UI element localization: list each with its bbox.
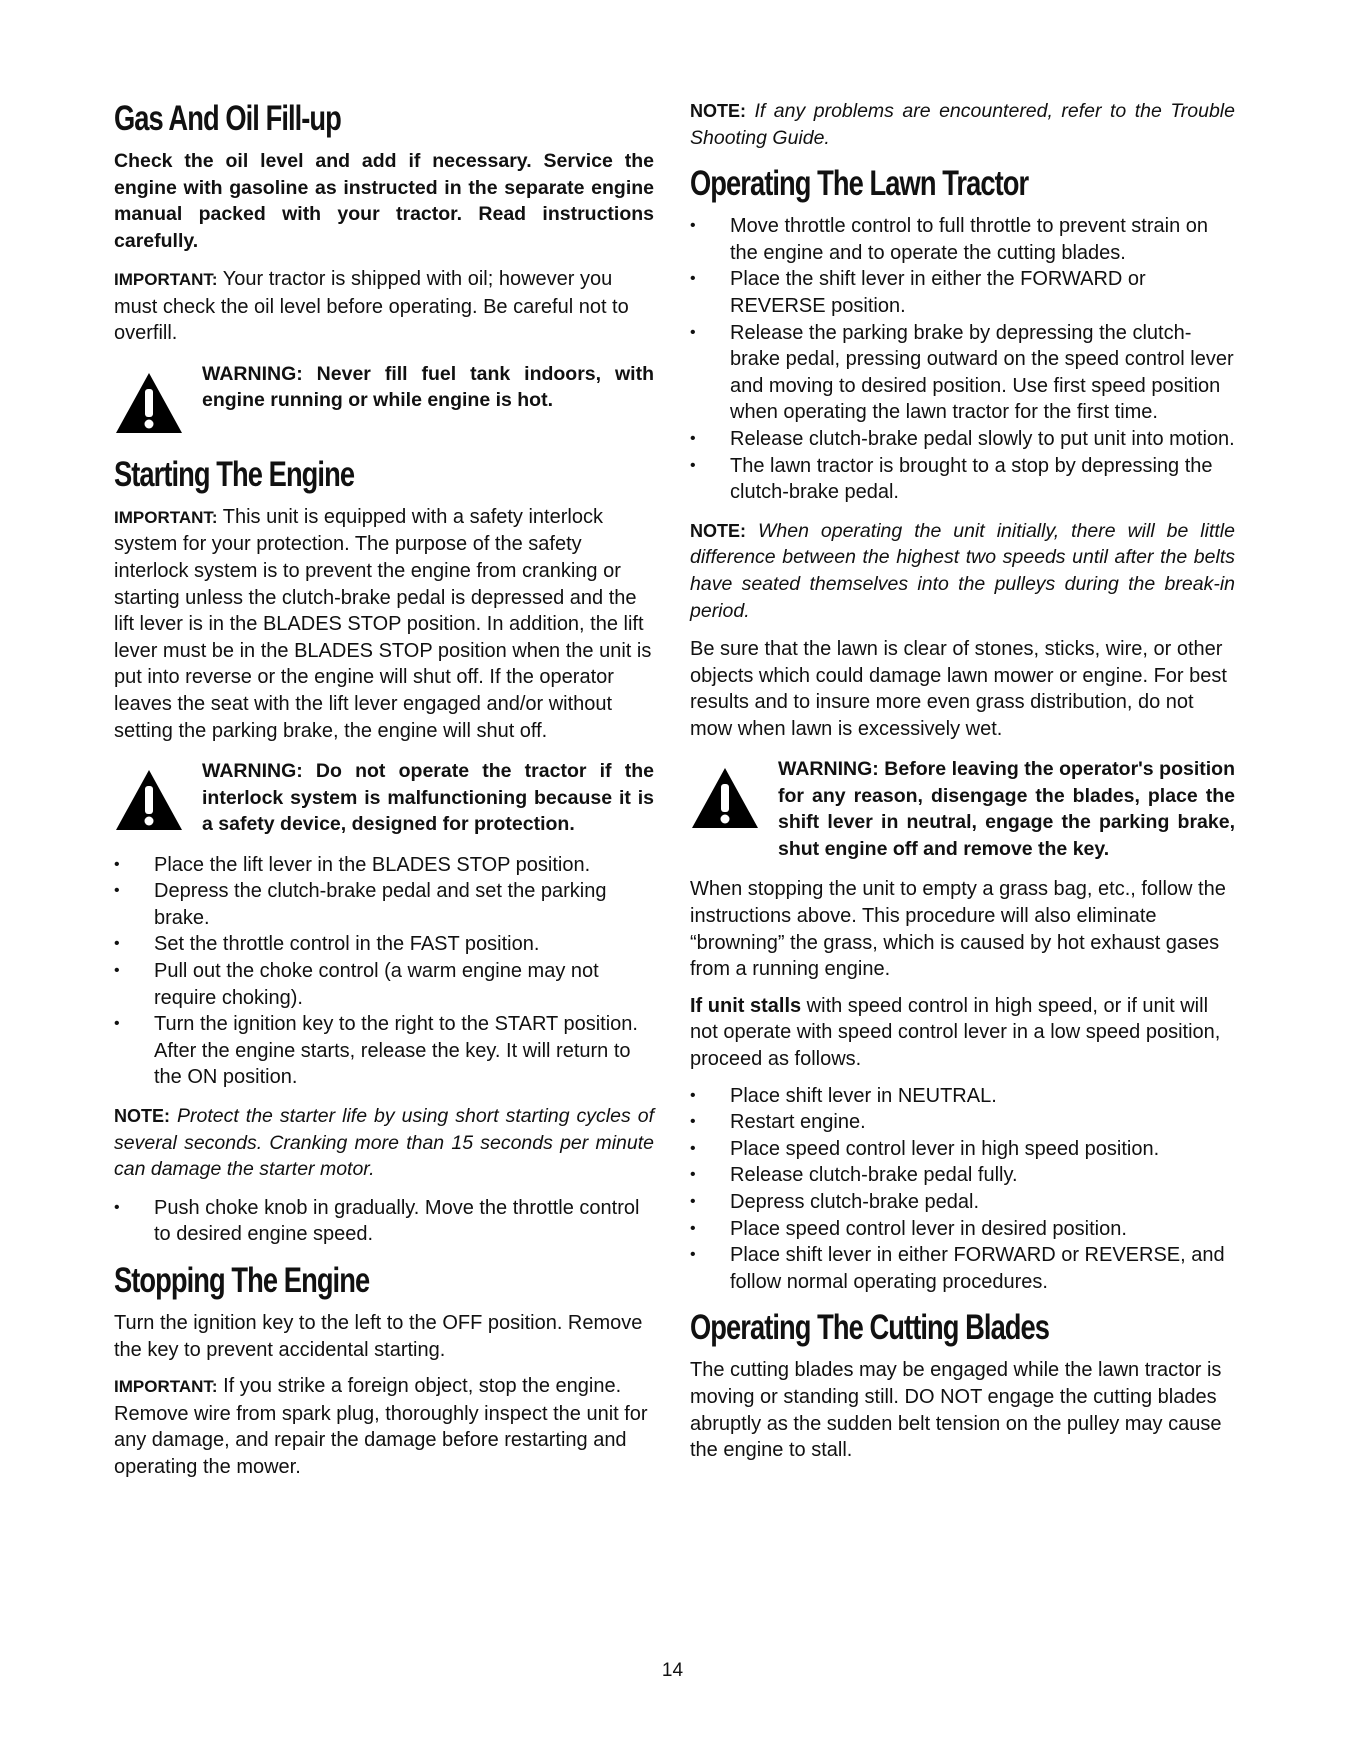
note-text: Protect the starter life by using short starting cycles of several seconds. Cranking more than 15 seconds per minute can damage the starter motor.: [114, 1104, 654, 1181]
note-text: When operating the unit initially, there will be little difference between the highest two speeds until after the belts have seated themselves into the pulleys during the break-in period.: [690, 519, 1235, 622]
list-item: • Place shift lever in NEUTRAL.: [690, 1083, 1235, 1110]
right-column: [690, 98, 1235, 1474]
list-item: • Place speed control lever in desired position.: [690, 1216, 1235, 1243]
starter-note: [114, 1103, 654, 1183]
list-item: • Place the lift lever in the BLADES STOP position.: [114, 852, 654, 879]
stopping-important: [114, 1373, 654, 1480]
warning-triangle-icon: [114, 768, 202, 837]
list-item: • Place shift lever in either FORWARD or REVERSE, and follow normal operating procedures.: [690, 1242, 1235, 1295]
warning-fuel-text: WARNING: Never fill fuel tank indoors, with engine running or while engine is hot.: [202, 362, 654, 412]
left-column: [114, 98, 654, 1491]
operating-steps-list: [690, 213, 1235, 506]
warning-interlock-text: WARNING: Do not operate the tractor if the interlock system is malfunctioning because it is a safety device, designed for protection.: [202, 760, 654, 836]
gas-oil-important: [114, 266, 654, 347]
important-text: Your tractor is shipped with oil; however you must check the oil level before operating. Be careful not to overfill.: [114, 268, 629, 345]
choke-step-list: [114, 1195, 654, 1248]
list-item: • Release clutch-brake pedal slowly to put unit into motion.: [690, 426, 1235, 453]
note-label: NOTE:: [690, 520, 746, 541]
stopping-engine-heading: Stopping The Engine: [114, 1260, 370, 1300]
important-label: IMPORTANT:: [114, 507, 218, 527]
list-item: • Turn the ignition key to the right to the START position. After the engine starts, release the key. It will return to the ON position.: [114, 1011, 654, 1091]
list-item: • Push choke knob in gradually. Move the throttle control to desired engine speed.: [114, 1195, 654, 1248]
operating-blades-heading: Operating The Cutting Blades: [690, 1308, 1050, 1348]
warning-fuel: [114, 361, 654, 440]
list-item: • Set the throttle control in the FAST position.: [114, 931, 654, 958]
operating-tractor-heading: Operating The Lawn Tractor: [690, 164, 1029, 204]
list-item: • Move throttle control to full throttle to prevent strain on the engine and to operate the cutting blades.: [690, 213, 1235, 266]
list-item: • Pull out the choke control (a warm engine may not require choking).: [114, 958, 654, 1011]
break-in-note: [690, 518, 1235, 624]
important-text: This unit is equipped with a safety interlock system for your protection. The purpose of the safety interlock system is to prevent the engine from cranking or starting unless the clutch-brake pedal is depressed and the lift lever is in the BLADES STOP position. In addition, the lift lever must be in the BLADES STOP position when the unit is put into reverse or the engine will shut off. If the operator leaves the seat with the lift lever engaged and/or without setting the parking brake, the engine will shut off.: [114, 505, 652, 742]
gas-oil-lead: Check the oil level and add if necessary. Service the engine with gasoline as instructed in the separate engine manual packed with your tractor. Read instructions carefully.: [114, 150, 654, 252]
stalls-label: If unit stalls: [690, 994, 802, 1017]
unit-stalls-text: [690, 993, 1235, 1073]
lawn-clear-text: Be sure that the lawn is clear of stones, sticks, wire, or other objects which could damage lawn mower or engine. For best results and to insure more even grass distribution, do not mow when lawn is excessively wet.: [690, 638, 1227, 740]
list-item: • Release the parking brake by depressing the clutch-brake pedal, pressing outward on the speed control lever and moving to desired position. Use first speed position when operating the lawn tractor for the first time.: [690, 320, 1235, 426]
note-label: NOTE:: [690, 101, 746, 121]
list-item: • Depress clutch-brake pedal.: [690, 1189, 1235, 1216]
warning-leaving-seat-text: WARNING: Before leaving the operator's position for any reason, disengage the blades, place the shift lever in neutral, engage the parking brake, shut engine off and remove the key.: [778, 758, 1235, 860]
note-text: If any problems are encountered, refer to the Trouble Shooting Guide.: [690, 100, 1235, 149]
list-item: • Depress the clutch-brake pedal and set the parking brake.: [114, 878, 654, 931]
page-number: 14: [661, 1660, 684, 1681]
stall-steps-list: [690, 1083, 1235, 1296]
important-text: If you strike a foreign object, stop the engine. Remove wire from spark plug, thoroughly inspect the unit for any damage, and repair the damage before restarting and operating the mower.: [114, 1375, 648, 1478]
list-item: • Release clutch-brake pedal fully.: [690, 1162, 1235, 1189]
important-label: IMPORTANT:: [114, 270, 218, 289]
warning-triangle-icon: [690, 766, 778, 835]
trouble-note: [690, 98, 1235, 151]
warning-interlock: [114, 758, 654, 838]
starting-steps-list: [114, 852, 654, 1091]
warning-leaving-seat: [690, 756, 1235, 862]
starting-important: [114, 504, 654, 744]
gas-oil-heading: Gas And Oil Fill-up: [114, 99, 341, 138]
blades-text: The cutting blades may be engaged while the lawn tractor is moving or standing still. DO NOT engage the cutting blades abruptly as the sudden belt tension on the pulley may cause the engine to stall.: [690, 1359, 1222, 1462]
list-item: • Place the shift lever in either the FORWARD or REVERSE position.: [690, 266, 1235, 319]
list-item: • Restart engine.: [690, 1109, 1235, 1136]
important-label: IMPORTANT:: [114, 1377, 218, 1397]
stopping-text: Turn the ignition key to the left to the OFF position. Remove the key to prevent accidental starting.: [114, 1311, 643, 1361]
list-item: • Place speed control lever in high speed position.: [690, 1136, 1235, 1163]
stalls-text: with speed control in high speed, or if unit will not operate with speed control lever in a low speed position, proceed as follows.: [690, 994, 1221, 1071]
list-item: • The lawn tractor is brought to a stop by depressing the clutch-brake pedal.: [690, 453, 1235, 506]
warning-triangle-icon: [114, 371, 202, 440]
empty-bag-text: When stopping the unit to empty a grass bag, etc., follow the instructions above. This procedure will also eliminate “browning” the grass, which is caused by hot exhaust gases from a running engine.: [690, 878, 1226, 981]
note-label: NOTE:: [114, 1105, 170, 1126]
starting-engine-heading: Starting The Engine: [114, 454, 355, 494]
